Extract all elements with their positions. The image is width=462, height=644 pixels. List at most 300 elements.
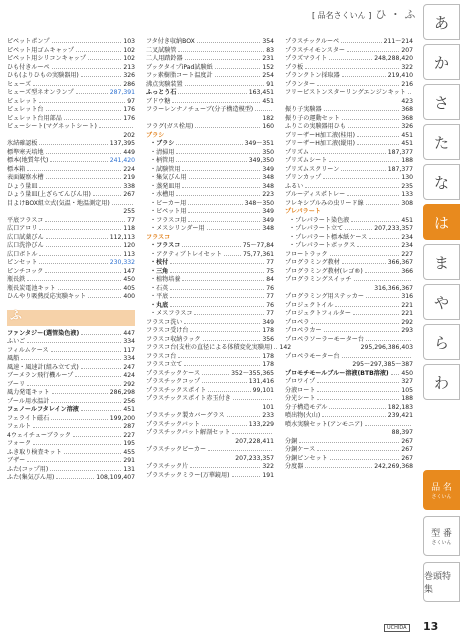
entry-term: プラスチックバット bbox=[146, 420, 200, 428]
leader-dots bbox=[322, 416, 386, 417]
page-number: 13 bbox=[423, 620, 439, 633]
leader-dots bbox=[330, 255, 400, 256]
index-entry bbox=[146, 191, 274, 200]
index-entry bbox=[285, 225, 413, 234]
entry-page-ref: 286 bbox=[123, 80, 135, 88]
entry-page-ref: 451 bbox=[401, 216, 413, 224]
tab-2[interactable]: さ bbox=[423, 84, 460, 120]
entry-page-ref: 75〜77,84 bbox=[242, 242, 274, 249]
entry-page-ref: 131,416 bbox=[248, 378, 274, 385]
entry-term: ファンタジー(選管染色液) bbox=[7, 329, 80, 337]
index-entry bbox=[146, 429, 274, 438]
entry-page-ref: 152 bbox=[262, 63, 274, 71]
entry-term: フィルムケース bbox=[7, 346, 49, 354]
entry-page-ref: 133 bbox=[401, 191, 413, 198]
entry-term: プラスチック製カバーグラス bbox=[146, 412, 225, 419]
entry-term: プロペラ bbox=[285, 318, 310, 326]
entry-term: ・ブラシ bbox=[150, 140, 175, 147]
entry-term: ブラシ bbox=[146, 131, 165, 139]
entry-term: ふた(コップ用) bbox=[7, 465, 49, 473]
entry-page-ref: 178 bbox=[262, 352, 274, 360]
entry-page-ref: 349〜351 bbox=[244, 140, 274, 147]
entry-term: ・集気びん用 bbox=[150, 174, 187, 181]
leader-dots bbox=[73, 436, 121, 437]
leader-dots bbox=[176, 153, 260, 154]
entry-term: 広口試薬びん bbox=[7, 233, 44, 241]
leader-dots bbox=[46, 110, 122, 111]
leader-dots bbox=[170, 289, 264, 290]
entry-term: 振り子の運動セット bbox=[285, 114, 340, 122]
index-entry bbox=[7, 466, 135, 475]
leader-dots bbox=[208, 450, 272, 451]
leader-dots bbox=[189, 178, 261, 179]
entry-term: ふりこの実験器用ひも bbox=[285, 123, 346, 130]
leader-dots bbox=[329, 59, 372, 60]
entry-term: プログラミング教材 bbox=[285, 259, 340, 266]
index-entry bbox=[285, 276, 413, 285]
entry-term: 風力発電キット bbox=[7, 389, 50, 396]
leader-dots bbox=[305, 68, 399, 69]
entry-page-ref: 354 bbox=[262, 38, 274, 45]
index-entry bbox=[7, 415, 135, 424]
leader-dots bbox=[76, 93, 108, 94]
entry-term: フラスコ台(支柱の直径による体積変化実験用) bbox=[146, 344, 273, 351]
leader-dots bbox=[323, 178, 399, 179]
leader-dots bbox=[182, 170, 260, 171]
leader-dots bbox=[81, 76, 122, 77]
index-entry bbox=[285, 268, 413, 277]
index-entry bbox=[146, 225, 274, 234]
sub-tab-label: 型 番 bbox=[431, 529, 452, 539]
leader-dots bbox=[194, 314, 264, 315]
entry-term: ・ビーカー用 bbox=[150, 199, 187, 207]
entry-term: ブックタイプiPad試験紙 bbox=[146, 63, 213, 71]
index-entry bbox=[146, 438, 274, 447]
leader-dots bbox=[347, 51, 399, 52]
entry-term: フラグ(ガス栓用) bbox=[146, 123, 194, 130]
entry-term: プラスチックミラー(万華鏡用) bbox=[146, 471, 230, 479]
leader-dots bbox=[365, 425, 411, 426]
leader-dots bbox=[50, 470, 121, 471]
tab-3[interactable]: た bbox=[423, 124, 460, 160]
sub-tab-label: 品 名 bbox=[431, 483, 452, 493]
leader-dots bbox=[93, 195, 121, 196]
leader-dots bbox=[88, 297, 121, 298]
index-entry bbox=[7, 268, 135, 277]
sub-tab-1[interactable] bbox=[423, 516, 460, 556]
entry-term: 分液ロート bbox=[285, 386, 316, 394]
entry-term: ・メスフラスコ bbox=[150, 310, 193, 317]
leader-dots bbox=[58, 289, 122, 290]
index-entry bbox=[7, 234, 135, 243]
index-entry bbox=[7, 166, 135, 175]
index-entry bbox=[7, 106, 135, 115]
leader-dots bbox=[341, 42, 381, 43]
index-entry bbox=[7, 440, 135, 449]
index-entry bbox=[146, 89, 274, 98]
entry-page-ref: 267 bbox=[401, 446, 413, 453]
leader-dots bbox=[39, 102, 125, 103]
entry-term: プログラミング用ステッカー bbox=[285, 293, 364, 300]
entry-term: プリズム bbox=[285, 148, 310, 156]
index-entry bbox=[7, 140, 135, 149]
tab-5[interactable]: は bbox=[423, 204, 460, 240]
index-column-3 bbox=[285, 38, 413, 472]
entry-term: プロジェクトフィルター bbox=[285, 310, 351, 317]
entry-page-ref: 230,332 bbox=[109, 259, 135, 266]
entry-term: ・プレパラートボックス bbox=[289, 242, 356, 249]
leader-dots bbox=[46, 178, 122, 179]
entry-page-ref: 292 bbox=[401, 318, 413, 326]
publisher-logo: UCHIDA bbox=[384, 624, 410, 632]
entry-term: フラスコ受け台 bbox=[146, 327, 189, 334]
entry-term: 噴出物(火山) bbox=[285, 412, 321, 419]
entry-page-ref: 108,109,407 bbox=[96, 474, 135, 481]
entry-page-ref: 160 bbox=[262, 123, 274, 130]
entry-page-ref: 97 bbox=[127, 97, 135, 105]
index-column-1 bbox=[7, 38, 135, 483]
entry-term: ブリーザーH加工液(縦用) bbox=[285, 140, 356, 147]
entry-term: 瓶長炭電池キット bbox=[7, 284, 56, 292]
index-entry bbox=[285, 412, 413, 421]
tab-0[interactable]: あ bbox=[423, 4, 460, 40]
leader-dots bbox=[170, 297, 264, 298]
entry-page-ref: 199,200 bbox=[109, 414, 135, 422]
index-entry bbox=[7, 98, 135, 107]
entry-term: プラスチックビーカー bbox=[146, 446, 207, 453]
leader-dots bbox=[311, 153, 386, 154]
entry-term: プロワイプ bbox=[285, 378, 316, 385]
entry-term: ・石英 bbox=[150, 284, 169, 292]
entry-term: プランクトン採取器 bbox=[285, 72, 340, 79]
entry-page-ref: 326 bbox=[401, 123, 413, 130]
leader-dots bbox=[81, 334, 121, 335]
entry-page-ref: 334 bbox=[123, 355, 135, 362]
index-entry bbox=[146, 446, 274, 455]
entry-term: 分度器 bbox=[285, 463, 304, 470]
leader-dots bbox=[188, 221, 260, 222]
entry-term: ・アクティブトレイセット bbox=[150, 250, 222, 258]
entry-page-ref: 234 bbox=[401, 242, 413, 249]
index-entry bbox=[7, 72, 135, 81]
leader-dots bbox=[335, 306, 399, 307]
entry-page-ref: 77 bbox=[127, 216, 135, 224]
index-entry bbox=[146, 123, 274, 132]
entry-page-ref: 213 bbox=[123, 63, 135, 71]
leader-dots bbox=[351, 221, 399, 222]
index-entry bbox=[146, 302, 274, 311]
entry-page-ref: 102 bbox=[123, 55, 135, 62]
entry-term: 分子構造モデル bbox=[285, 403, 328, 411]
entry-page-ref: 231 bbox=[262, 55, 274, 62]
index-entry bbox=[285, 217, 413, 226]
leader-dots bbox=[52, 42, 122, 43]
entry-term: 分銅ケース bbox=[285, 446, 316, 453]
entry-page-ref: 211〜214 bbox=[383, 38, 413, 45]
entry-page-ref: 187,377 bbox=[387, 165, 413, 173]
leader-dots bbox=[27, 280, 121, 281]
entry-page-ref: 234 bbox=[401, 233, 413, 241]
entry-term: プリズムシート bbox=[285, 157, 328, 164]
entry-term: プラスチックルーペ bbox=[285, 38, 340, 45]
tab-1[interactable]: か bbox=[423, 44, 460, 80]
index-entry bbox=[146, 200, 274, 209]
entry-term: ・フラスコ用 bbox=[150, 216, 187, 224]
entry-page-ref: 117 bbox=[123, 346, 135, 354]
index-entry bbox=[285, 387, 413, 396]
index-entry bbox=[7, 285, 135, 294]
index-entry bbox=[285, 361, 413, 370]
leader-dots bbox=[317, 391, 399, 392]
leader-dots bbox=[317, 399, 399, 400]
entry-term: 噴水実験セット(アンモニア) bbox=[285, 420, 363, 428]
leader-dots bbox=[317, 382, 399, 383]
index-entry bbox=[285, 242, 413, 251]
leader-dots bbox=[324, 110, 400, 111]
entry-page-ref: 248,288,420 bbox=[374, 55, 413, 62]
entry-term: フッ素樹脂コート温度計 bbox=[146, 72, 213, 79]
index-entry bbox=[146, 251, 274, 260]
entry-page-ref: 207 bbox=[401, 46, 413, 54]
entry-term: ピペットポンプ bbox=[7, 38, 50, 45]
entry-page-ref: 188 bbox=[401, 395, 413, 402]
index-entry bbox=[7, 457, 135, 466]
index-entry bbox=[285, 378, 413, 387]
entry-page-ref: 76 bbox=[266, 284, 274, 292]
entry-term: プログラミングスイッチ bbox=[285, 276, 352, 283]
entry-page-ref: 131 bbox=[123, 465, 135, 473]
entry-term: プール用水温計 bbox=[7, 397, 50, 405]
index-entry bbox=[7, 423, 135, 432]
entry-term: ・プレパラート染色液 bbox=[289, 216, 350, 224]
tab-7[interactable]: や bbox=[423, 284, 460, 320]
entry-term: ・フラスコ bbox=[150, 242, 181, 249]
entry-page-ref: 327 bbox=[401, 378, 413, 385]
index-entry bbox=[285, 55, 413, 64]
entry-page-ref: 182,183 bbox=[387, 403, 413, 411]
sub-tab-2[interactable] bbox=[423, 562, 460, 602]
leader-dots bbox=[324, 331, 400, 332]
leader-dots bbox=[357, 246, 399, 247]
index-entry bbox=[285, 319, 413, 328]
entry-page-ref: 235 bbox=[401, 182, 413, 190]
entry-term: 分光シート bbox=[285, 395, 316, 402]
leader-dots bbox=[274, 348, 277, 349]
entry-page-ref: 75 bbox=[266, 267, 274, 275]
entry-page-ref: 219,410 bbox=[387, 72, 413, 79]
entry-page-ref: 450 bbox=[401, 369, 413, 377]
entry-page-ref: 368 bbox=[401, 106, 413, 113]
index-entry bbox=[146, 208, 274, 217]
leader-dots bbox=[391, 374, 400, 375]
entry-term: プラスチックスポイト bbox=[146, 386, 207, 394]
entry-term: ブーメラン飛行機ループ bbox=[7, 372, 74, 379]
leader-dots bbox=[46, 238, 108, 239]
entry-term: 広口アロリ bbox=[7, 225, 38, 232]
index-entry bbox=[7, 372, 135, 381]
entry-page-ref: 247 bbox=[123, 363, 135, 371]
entry-term: 分銅 bbox=[285, 437, 298, 445]
entry-page-ref: 102 bbox=[123, 46, 135, 54]
index-entry bbox=[7, 64, 135, 73]
tab-4[interactable]: な bbox=[423, 164, 460, 200]
entry-page-ref: 133,229 bbox=[248, 420, 274, 428]
leader-dots bbox=[348, 127, 399, 128]
leader-dots bbox=[81, 368, 122, 369]
index-entry bbox=[146, 157, 274, 166]
index-entry bbox=[146, 463, 274, 472]
index-entry bbox=[146, 64, 274, 73]
entry-page-ref: 349 bbox=[262, 208, 274, 215]
index-entry bbox=[146, 98, 274, 107]
entry-page-ref: 293 bbox=[401, 327, 413, 334]
entry-page-ref: 295〜297,385〜387 bbox=[352, 361, 413, 368]
entry-term: 4ウェイチューブラック bbox=[7, 431, 71, 439]
entry-term: 目よけBOX組立式(気温・地温測定用) bbox=[7, 199, 110, 207]
leader-dots bbox=[202, 425, 247, 426]
leader-dots bbox=[329, 161, 399, 162]
leader-dots bbox=[255, 110, 272, 111]
index-entry bbox=[146, 47, 274, 56]
entry-page-ref: 368 bbox=[401, 114, 413, 122]
entry-page-ref: 356 bbox=[262, 335, 274, 343]
entry-term: プロペラソーラーモーター台 bbox=[285, 335, 364, 343]
leader-dots bbox=[366, 297, 399, 298]
index-entry bbox=[146, 166, 274, 175]
tab-9[interactable]: わ bbox=[423, 364, 460, 400]
leader-dots bbox=[27, 170, 121, 171]
index-entry bbox=[7, 259, 135, 268]
index-entry bbox=[285, 38, 413, 47]
index-entry bbox=[7, 355, 135, 364]
entry-term: フェライト磁石 bbox=[7, 414, 50, 422]
leader-dots bbox=[27, 461, 121, 462]
index-entry bbox=[7, 200, 135, 209]
entry-term: ピンセット bbox=[7, 259, 38, 266]
index-entry bbox=[7, 174, 135, 183]
leader-dots bbox=[39, 187, 121, 188]
entry-term: ・プレパラート立て bbox=[289, 225, 344, 232]
index-entry bbox=[146, 370, 274, 379]
entry-page-ref: 322 bbox=[401, 63, 413, 71]
tab-6[interactable]: ま bbox=[423, 244, 460, 280]
entry-page-ref: 88,397 bbox=[391, 429, 413, 436]
index-entry bbox=[285, 438, 413, 447]
entry-page-ref: 118 bbox=[123, 225, 135, 232]
entry-page-ref: 348 bbox=[262, 225, 274, 232]
entry-page-ref: 267 bbox=[401, 454, 413, 462]
entry-term: プリンカップ bbox=[285, 174, 322, 181]
index-entry bbox=[146, 268, 274, 277]
leader-dots bbox=[39, 263, 107, 264]
index-entry bbox=[146, 361, 274, 370]
entry-term: 二人用踏鈴器 bbox=[146, 55, 183, 62]
entry-page-ref: 451 bbox=[401, 140, 413, 147]
index-entry bbox=[285, 72, 413, 81]
leader-dots bbox=[232, 433, 272, 434]
entry-term: プラスチックケース bbox=[146, 369, 201, 377]
entry-page-ref: 255 bbox=[123, 208, 135, 215]
tab-8[interactable]: ら bbox=[423, 324, 460, 360]
entry-page-ref: 308 bbox=[401, 199, 413, 207]
index-entry bbox=[7, 208, 135, 217]
entry-page-ref: 207,228,411 bbox=[235, 437, 274, 445]
entry-term: 風船 bbox=[7, 355, 20, 362]
entry-page-ref: 287,391 bbox=[109, 89, 135, 96]
index-entry bbox=[285, 404, 413, 413]
entry-page-ref: 322 bbox=[262, 463, 274, 470]
index-entry bbox=[285, 166, 413, 175]
entry-page-ref: 195 bbox=[123, 440, 135, 447]
index-entry bbox=[285, 149, 413, 158]
sub-tab-sublabel: さくいん bbox=[431, 494, 452, 500]
entry-page-ref: 451 bbox=[262, 97, 274, 105]
index-entry bbox=[146, 106, 274, 115]
leader-dots bbox=[202, 374, 229, 375]
entry-term: ・植物培養 bbox=[150, 276, 181, 283]
index-entry bbox=[285, 140, 413, 149]
index-entry bbox=[285, 174, 413, 183]
entry-page-ref: 221 bbox=[401, 301, 413, 309]
entry-page-ref: 405 bbox=[123, 284, 135, 292]
leader-dots bbox=[195, 127, 260, 128]
entry-term: ブーリ bbox=[7, 380, 26, 388]
entry-term: 表面観察水槽 bbox=[7, 174, 44, 181]
leader-dots bbox=[176, 195, 260, 196]
index-entry bbox=[7, 157, 135, 166]
index-entry bbox=[285, 132, 413, 141]
entry-page-ref: 188 bbox=[401, 157, 413, 164]
entry-term: ひも(よりひもの実験器用) bbox=[7, 72, 79, 79]
index-entry bbox=[7, 432, 135, 441]
leader-dots bbox=[369, 238, 399, 239]
leader-dots bbox=[182, 246, 240, 247]
index-entry bbox=[285, 191, 413, 200]
leader-dots bbox=[184, 365, 260, 366]
index-entry bbox=[7, 381, 135, 390]
leader-dots bbox=[329, 408, 385, 409]
entry-term: 広口洗浄びん bbox=[7, 242, 44, 249]
leader-dots bbox=[341, 170, 385, 171]
leader-dots bbox=[46, 153, 122, 154]
leader-dots bbox=[197, 42, 261, 43]
entry-term: ビュレット台 bbox=[7, 106, 44, 113]
entry-page-ref: 99,101 bbox=[252, 386, 274, 394]
index-entry bbox=[285, 353, 413, 362]
leader-dots bbox=[39, 229, 121, 230]
leader-dots bbox=[203, 340, 261, 341]
index-entry bbox=[285, 47, 413, 56]
entry-page-ref: 178 bbox=[262, 361, 274, 368]
sub-tab-0[interactable] bbox=[423, 470, 460, 510]
entry-page-ref: 233 bbox=[262, 412, 274, 419]
entry-term: 二叉試験管 bbox=[146, 46, 177, 54]
entry-page-ref: 176 bbox=[123, 114, 135, 122]
leader-dots bbox=[190, 467, 260, 468]
index-entry bbox=[7, 276, 135, 285]
entry-page-ref: 267 bbox=[401, 437, 413, 445]
index-section-heading bbox=[146, 132, 274, 141]
index-entry bbox=[285, 157, 413, 166]
index-entry bbox=[146, 115, 274, 124]
entry-page-ref: 239,421 bbox=[387, 412, 413, 419]
entry-term: プラズマライト bbox=[285, 55, 328, 62]
leader-dots bbox=[112, 204, 133, 205]
index-entry bbox=[146, 72, 274, 81]
leader-dots bbox=[317, 450, 399, 451]
index-entry bbox=[285, 285, 413, 294]
entry-term: ブドウ糖 bbox=[146, 97, 171, 105]
